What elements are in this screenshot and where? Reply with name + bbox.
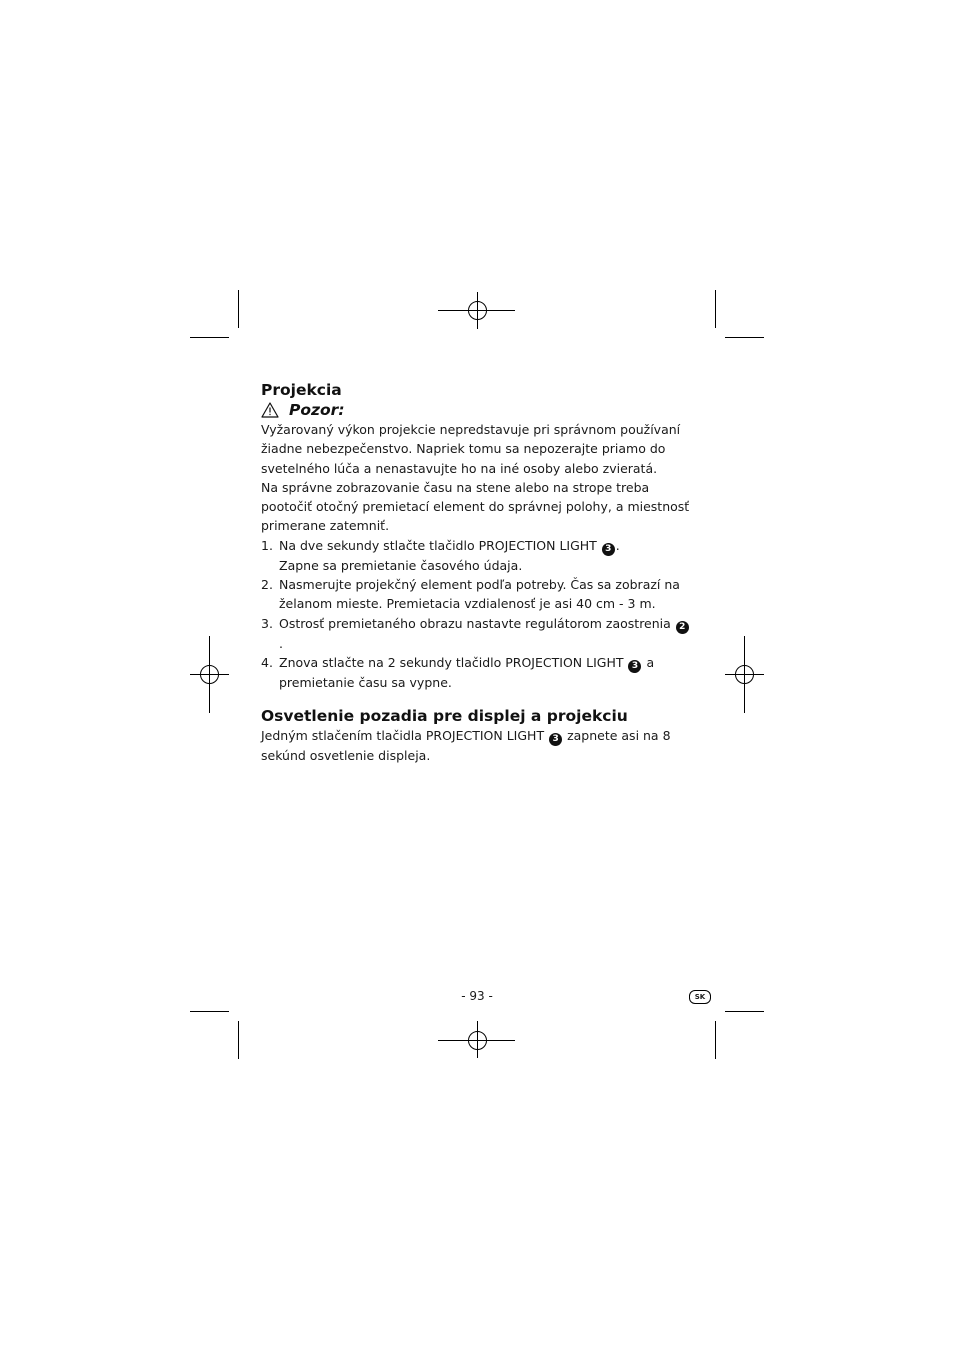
step-text: Na dve sekundy stlačte tlačidlo PROJECTION LIGHT bbox=[279, 537, 597, 553]
warning-label: Pozor: bbox=[289, 401, 345, 419]
backlight-text: Jedným stlačením tlačidla PROJECTION LIGHT bbox=[261, 728, 545, 744]
button-reference-badge: 3 bbox=[628, 660, 641, 673]
backlight-text-end: zapnete asi na 8 sekúnd osvetlenie displeja. bbox=[261, 728, 671, 764]
list-item bbox=[261, 653, 693, 692]
step-number: 1. bbox=[261, 537, 273, 553]
step-number: 4. bbox=[261, 654, 273, 670]
step-text-end: . bbox=[279, 635, 283, 651]
warning-heading bbox=[261, 400, 693, 420]
section-title-backlight: Osvetlenie pozadia pre displej a projekciu bbox=[261, 707, 628, 726]
intro-paragraph: Na správne zobrazovanie času na stene alebo na strope treba pootočiť otočný premietací element do správnej polohy, a miestnosť primerane zatemniť. bbox=[261, 479, 690, 534]
section-title-projection: Projekcia bbox=[261, 381, 342, 399]
warning-icon bbox=[261, 402, 279, 418]
button-reference-badge: 3 bbox=[549, 733, 562, 746]
language-badge: SK bbox=[689, 990, 711, 1004]
step-text-end: a premietanie času sa vypne. bbox=[279, 654, 655, 690]
step-text: Znova stlačte na 2 sekundy tlačidlo PROJECTION LIGHT bbox=[279, 654, 624, 670]
step-number: 2. bbox=[261, 577, 273, 593]
steps-list bbox=[261, 536, 693, 692]
step-number: 3. bbox=[261, 615, 273, 631]
focus-regulator-badge: 2 bbox=[676, 621, 689, 634]
page-content bbox=[261, 380, 693, 766]
list-item bbox=[261, 536, 693, 575]
list-item bbox=[261, 614, 693, 653]
warning-paragraph: Vyžarovaný výkon projekcie nepredstavuje pri správnom používaní žiadne nebezpečenstvo. Napriek tomu sa nepozerajte priamo do svetelného lúča a nenastavujte ho na iné osoby alebo zvieratá. bbox=[261, 422, 681, 476]
backlight-paragraph bbox=[261, 726, 693, 765]
step-text: Nasmerujte projekčný element podľa potreby. Čas sa zobrazí na želanom mieste. Premietacia vzdialenosť je asi 40 cm - 3 m. bbox=[279, 577, 680, 612]
page-number: - 93 - bbox=[461, 989, 493, 1003]
step-continuation: Zapne sa premietanie časového údaja. bbox=[279, 557, 523, 573]
step-text-end: . bbox=[615, 537, 620, 553]
list-item bbox=[261, 575, 693, 614]
button-reference-badge: 3 bbox=[602, 543, 615, 556]
step-text: Ostrosť premietaného obrazu nastavte regulátorom zaostrenia bbox=[279, 615, 671, 631]
